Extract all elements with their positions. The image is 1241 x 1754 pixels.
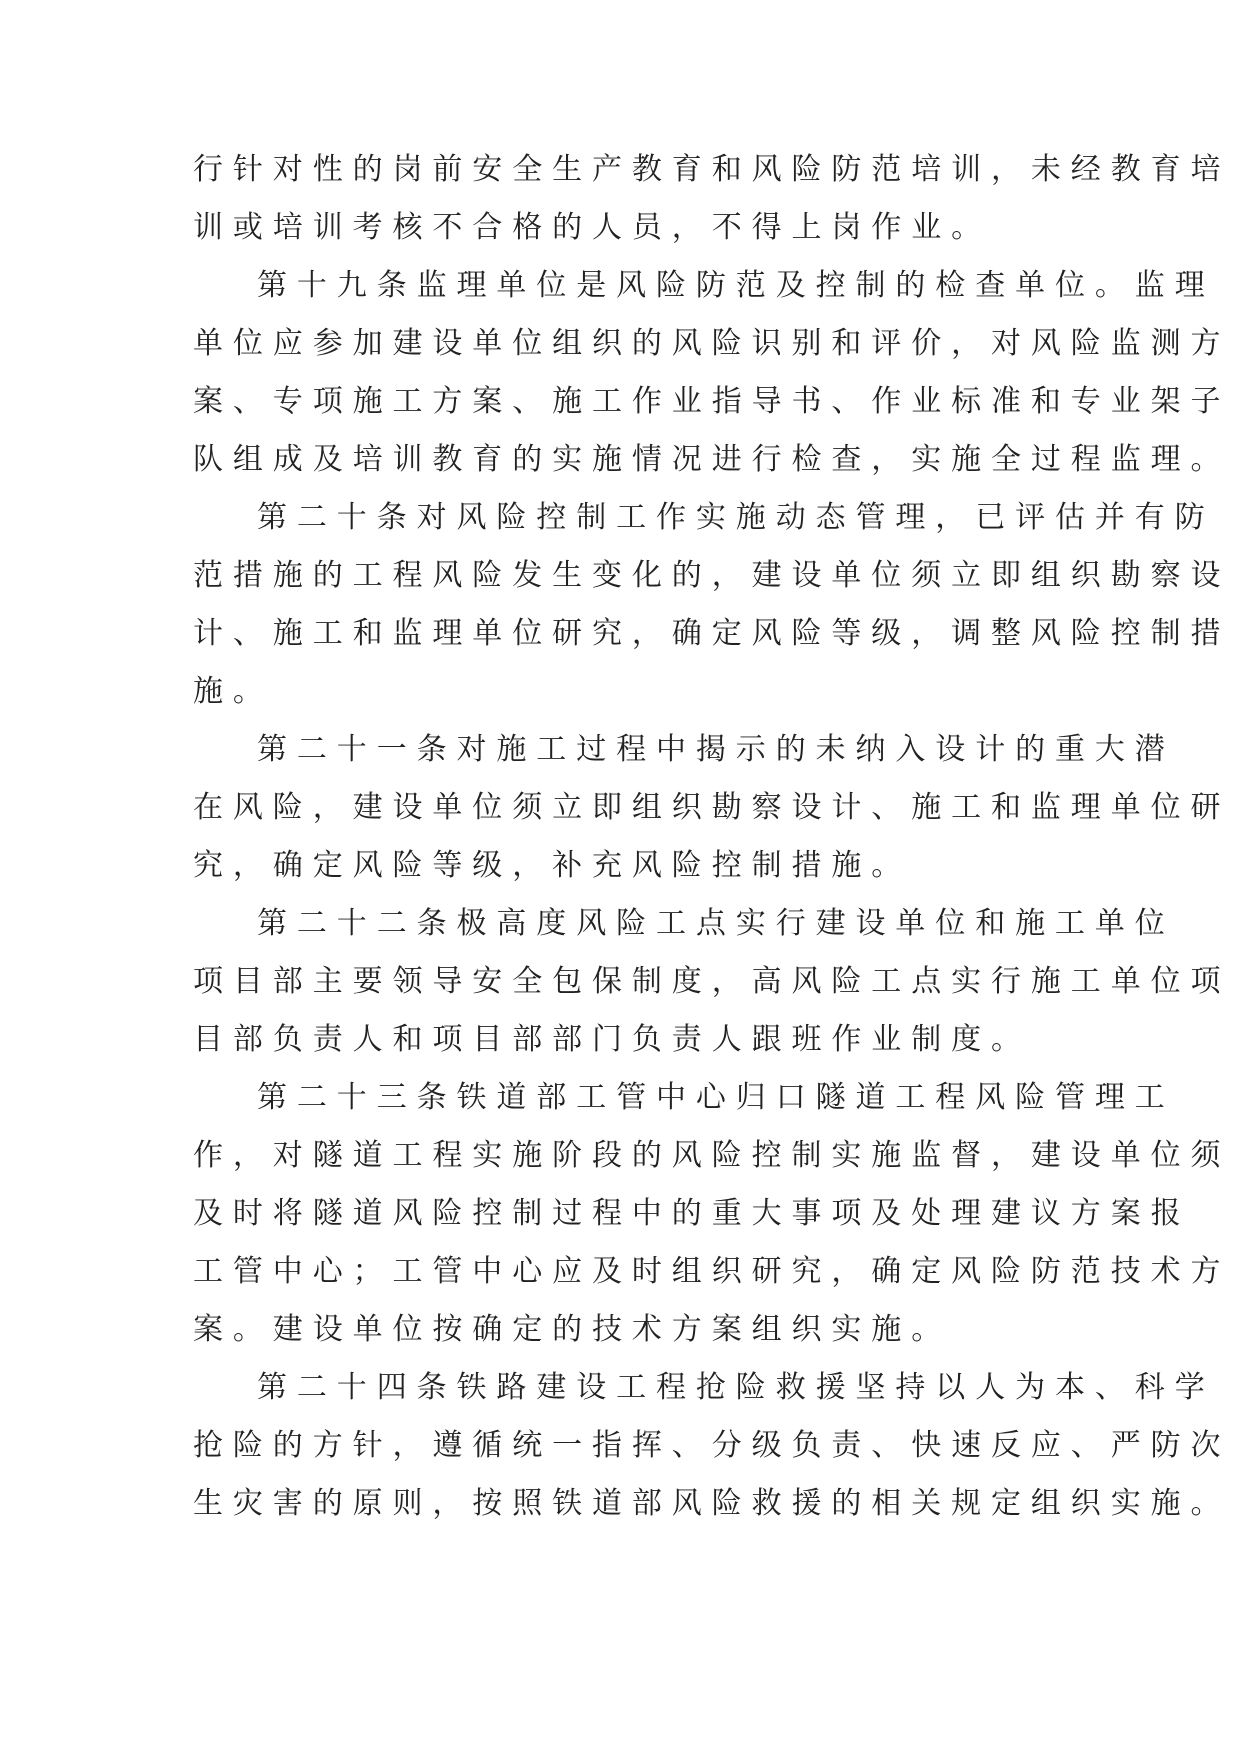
- body-text-line: 行针对性的岗前安全生产教育和风险防范培训，未经教育培: [193, 152, 1231, 187]
- body-text-line: 生灾害的原则，按照铁道部风险救援的相关规定组织实施。: [193, 1486, 1231, 1521]
- body-text-line: 单位应参加建设单位组织的风险识别和评价，对风险监测方: [193, 326, 1231, 361]
- article-21-first-line: 第二十一条对施工过程中揭示的未纳入设计的重大潜: [257, 732, 1175, 767]
- body-text-line: 队组成及培训教育的实施情况进行检查，实施全过程监理。: [193, 442, 1231, 477]
- body-text-line: 施。: [193, 674, 273, 709]
- body-text-line: 在风险，建设单位须立即组织勘察设计、施工和监理单位研: [193, 790, 1231, 825]
- body-text-line: 训或培训考核不合格的人员，不得上岗作业。: [193, 210, 991, 245]
- article-20-first-line: 第二十条对风险控制工作实施动态管理，已评估并有防: [257, 500, 1215, 535]
- body-text-line: 计、施工和监理单位研究，确定风险等级，调整风险控制措: [193, 616, 1231, 651]
- body-text-line: 作，对隧道工程实施阶段的风险控制实施监督，建设单位须: [193, 1138, 1231, 1173]
- body-text-line: 案、专项施工方案、施工作业指导书、作业标准和专业架子: [193, 384, 1231, 419]
- body-text-line: 案。建设单位按确定的技术方案组织实施。: [193, 1312, 952, 1347]
- body-text-line: 目部负责人和项目部部门负责人跟班作业制度。: [193, 1022, 1031, 1057]
- body-text-line: 范措施的工程风险发生变化的，建设单位须立即组织勘察设: [193, 558, 1231, 593]
- body-text-line: 项目部主要领导安全包保制度，高风险工点实行施工单位项: [193, 964, 1231, 999]
- body-text-line: 及时将隧道风险控制过程中的重大事项及处理建议方案报: [193, 1196, 1191, 1231]
- article-23-first-line: 第二十三条铁道部工管中心归口隧道工程风险管理工: [257, 1080, 1175, 1115]
- article-22-first-line: 第二十二条极高度风险工点实行建设单位和施工单位: [257, 906, 1175, 941]
- body-text-line: 工管中心；工管中心应及时组织研究，确定风险防范技术方: [193, 1254, 1231, 1289]
- body-text-line: 究，确定风险等级，补充风险控制措施。: [193, 848, 912, 883]
- article-24-first-line: 第二十四条铁路建设工程抢险救援坚持以人为本、科学: [257, 1370, 1215, 1405]
- body-text-line: 抢险的方针，遵循统一指挥、分级负责、快速反应、严防次: [193, 1428, 1231, 1463]
- article-19-first-line: 第十九条监理单位是风险防范及控制的检查单位。监理: [257, 268, 1215, 303]
